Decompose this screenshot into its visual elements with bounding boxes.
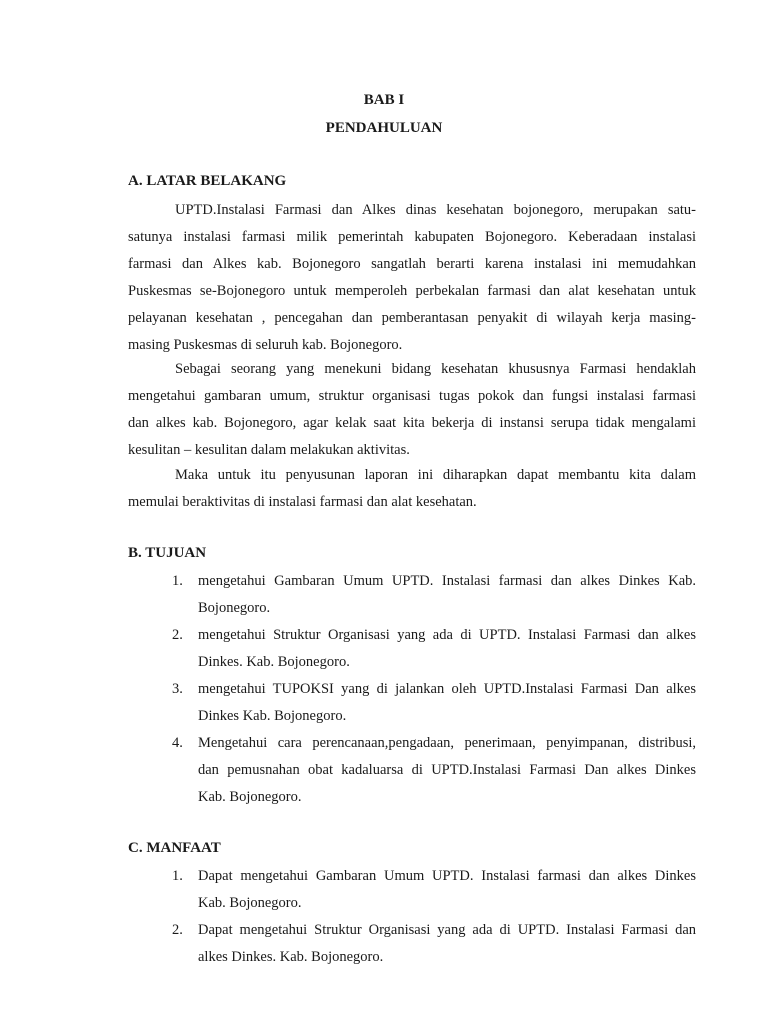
text-line: alkes Dinkes. Kab. Bojonegoro. bbox=[198, 949, 384, 965]
text-line: Dinkes Kab. Bojonegoro. bbox=[198, 708, 347, 724]
text-line: Kab. Bojonegoro. bbox=[198, 895, 302, 911]
text-line: masing Puskesmas di seluruh kab. Bojonegoro. bbox=[128, 337, 403, 353]
text-line: Dapat mengetahui Gambaran Umum UPTD. Instalasi farmasi dan alkes Dinkes bbox=[198, 868, 696, 884]
list-item bbox=[172, 863, 696, 917]
text-line: kesulitan – kesulitan dalam melakukan aktivitas. bbox=[128, 442, 410, 458]
list-item bbox=[172, 622, 696, 676]
chapter-subtitle: PENDAHULUAN bbox=[325, 120, 443, 136]
section-a-paragraph-2 bbox=[128, 356, 696, 464]
text-line: pelayanan kesehatan , pencegahan dan pemberantasan penyakit di wilayah kerja masing- bbox=[128, 310, 696, 326]
section-a-heading: A. LATAR BELAKANG bbox=[128, 173, 287, 189]
text-line: Kab. Bojonegoro. bbox=[198, 789, 302, 805]
text-line: dan pemusnahan obat kadaluarsa di UPTD.Instalasi Farmasi Dan alkes Dinkes bbox=[198, 762, 696, 778]
list-number: 2. bbox=[172, 627, 183, 643]
section-a-paragraph-3 bbox=[128, 462, 696, 516]
text-line: mengetahui Struktur Organisasi yang ada di UPTD. Instalasi Farmasi dan alkes bbox=[198, 627, 696, 643]
list-number: 2. bbox=[172, 922, 183, 938]
section-b-heading: B. TUJUAN bbox=[128, 545, 207, 561]
list-item bbox=[172, 730, 696, 811]
chapter-title: BAB I bbox=[363, 92, 405, 108]
section-c-heading: C. MANFAAT bbox=[128, 840, 221, 856]
text-line: farmasi dan Alkes kab. Bojonegoro sangatlah berarti karena instalasi ini memudahkan bbox=[128, 256, 696, 272]
list-number: 1. bbox=[172, 868, 183, 884]
section-c-list bbox=[172, 863, 696, 971]
text-line: Sebagai seorang yang menekuni bidang kesehatan khususnya Farmasi hendaklah bbox=[175, 361, 696, 377]
text-line: Mengetahui cara perencanaan,pengadaan, penerimaan, penyimpanan, distribusi, bbox=[198, 735, 696, 751]
text-line: memulai beraktivitas di instalasi farmasi dan alat kesehatan. bbox=[128, 494, 477, 510]
text-line: Dinkes. Kab. Bojonegoro. bbox=[198, 654, 350, 670]
text-line: Maka untuk itu penyusunan laporan ini diharapkan dapat membantu kita dalam bbox=[175, 467, 696, 483]
text-line: Bojonegoro. bbox=[198, 600, 271, 616]
list-number: 4. bbox=[172, 735, 183, 751]
section-a-paragraph-1 bbox=[128, 197, 696, 359]
list-item bbox=[172, 568, 696, 622]
section-b-list bbox=[172, 568, 696, 811]
list-number: 3. bbox=[172, 681, 183, 697]
text-line: Puskesmas se-Bojonegoro untuk memperoleh perbekalan farmasi dan alat kesehatan untuk bbox=[128, 283, 696, 299]
list-item bbox=[172, 917, 696, 971]
list-item bbox=[172, 676, 696, 730]
text-line: mengetahui Gambaran Umum UPTD. Instalasi farmasi dan alkes Dinkes Kab. bbox=[198, 573, 696, 589]
text-line: dan alkes kab. Bojonegoro, agar kelak saat kita bekerja di instansi serupa tidak mengalami bbox=[128, 415, 696, 431]
text-line: mengetahui TUPOKSI yang di jalankan oleh UPTD.Instalasi Farmasi Dan alkes bbox=[198, 681, 696, 697]
text-line: satunya instalasi farmasi milik pemerintah kabupaten Bojonegoro. Keberadaan instalasi bbox=[128, 229, 696, 245]
list-number: 1. bbox=[172, 573, 183, 589]
text-line: UPTD.Instalasi Farmasi dan Alkes dinas kesehatan bojonegoro, merupakan satu- bbox=[175, 202, 696, 218]
text-line: mengetahui gambaran umum, struktur organisasi tugas pokok dan fungsi instalasi farmasi bbox=[128, 388, 696, 404]
text-line: Dapat mengetahui Struktur Organisasi yang ada di UPTD. Instalasi Farmasi dan bbox=[198, 922, 696, 938]
